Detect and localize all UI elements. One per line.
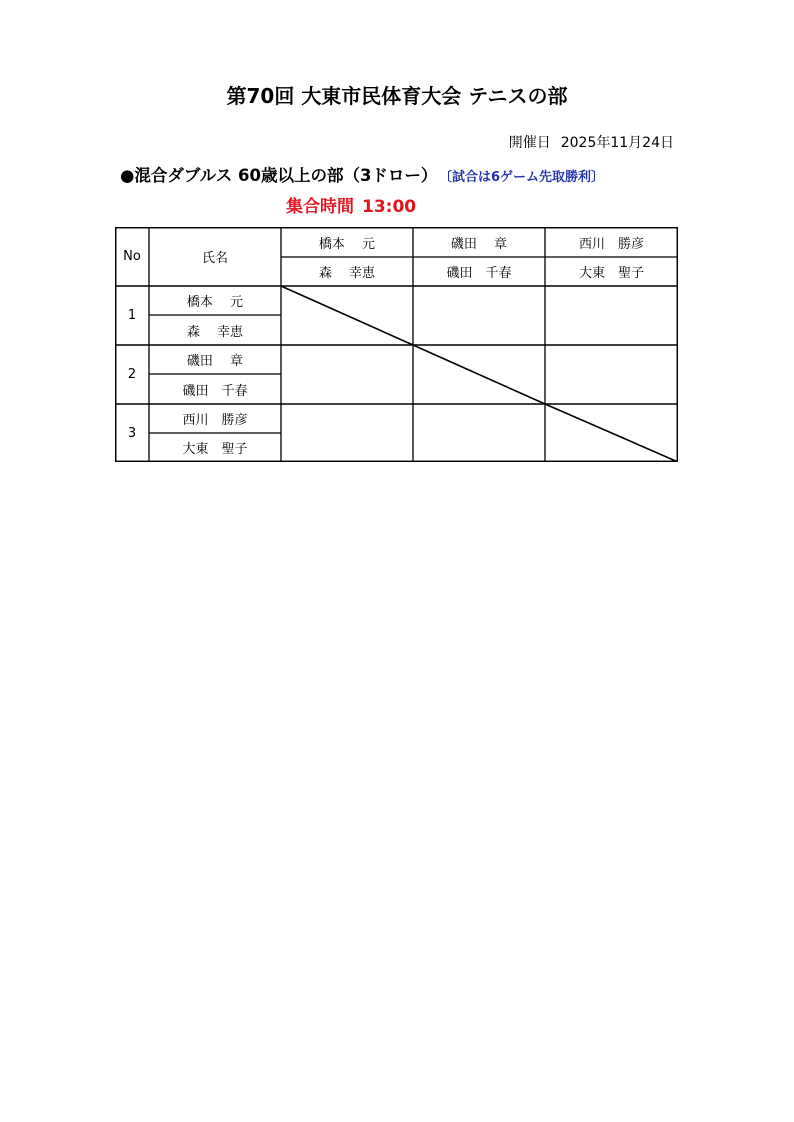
column-team-2-player-2: 磯田 千春	[446, 266, 512, 281]
header-name: 氏名	[201, 251, 228, 266]
column-team-3-player-2: 大東 聖子	[578, 266, 644, 281]
self-match-diagonal	[281, 286, 413, 345]
event-heading	[120, 162, 604, 186]
event-date	[509, 132, 674, 152]
column-team-3-player-1: 西川 勝彦	[578, 236, 644, 252]
row-team-2-player-2: 磯田 千春	[182, 383, 248, 399]
meeting-label: 集合時間	[286, 197, 354, 217]
row-team-2-no: 2	[127, 367, 137, 382]
row-team-1-no: 1	[127, 308, 137, 323]
column-team-1-player-1: 橋本 元	[318, 236, 376, 252]
event-name: ●混合ダブルス 60歳以上の部（3ドロー）	[120, 166, 438, 185]
meeting-time-value: 13:00	[362, 197, 417, 217]
page-title: 第70回 大東市民体育大会 テニスの部	[226, 84, 568, 108]
date-value: 2025年11月24日	[560, 135, 674, 151]
header-no: No	[123, 249, 141, 264]
row-team-1-player-2: 森 幸恵	[186, 324, 244, 340]
meeting-time	[286, 192, 416, 217]
self-match-diagonal	[413, 345, 545, 404]
match-rule: 〔試合は6ゲーム先取勝利〕	[445, 170, 604, 185]
row-team-3-player-2: 大東 聖子	[182, 442, 248, 457]
round-robin-table	[115, 227, 678, 462]
row-team-1-player-1: 橋本 元	[186, 295, 244, 310]
row-team-3-player-1: 西川 勝彦	[182, 413, 248, 428]
column-team-1-player-2: 森 幸恵	[318, 266, 376, 281]
row-team-2-player-1: 磯田 章	[186, 354, 244, 369]
column-team-2-player-1: 磯田 章	[450, 236, 508, 252]
self-match-diagonal	[545, 404, 678, 462]
row-team-3-no: 3	[127, 425, 137, 441]
date-label: 開催日	[508, 135, 551, 151]
